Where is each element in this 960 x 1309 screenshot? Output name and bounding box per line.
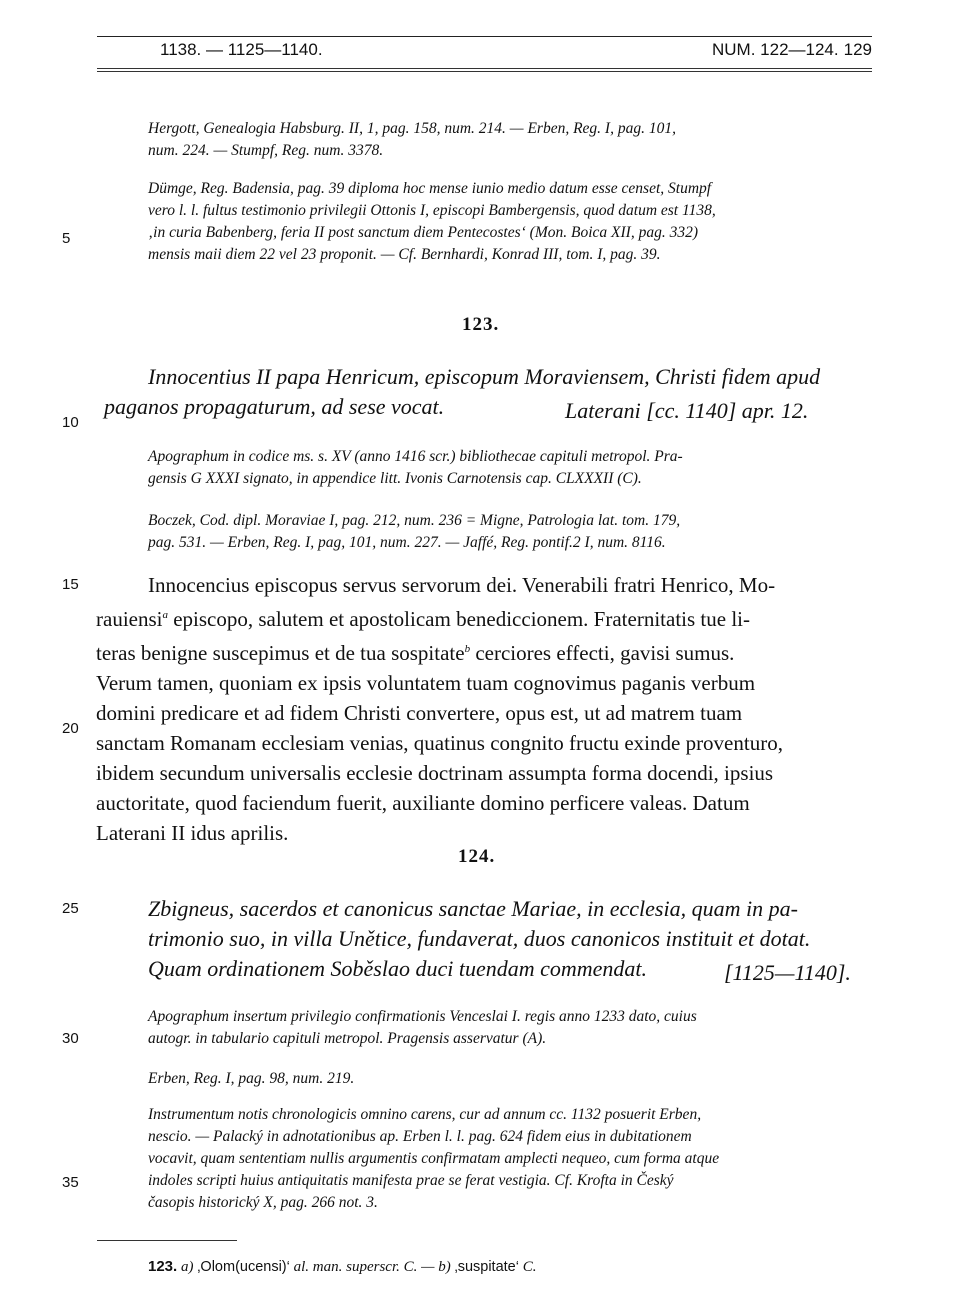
text-line: gensis G XXXI signato, in appendice litt. Ivonis Carnotensis cap. CLXXXII (C). [148,470,642,487]
previous-literature [148,118,870,162]
text-line: pag. 531. — Erben, Reg. I, pag, 101, num. 227. — Jaffé, Reg. pontif.2 I, num. 8116. [148,534,666,551]
text-segment: rauiensi [96,607,163,631]
text-line: Verum tamen, quoniam ex ipsis voluntatem tuam cognovimus paganis verbum [96,671,756,695]
footnote-text: al. man. superscr. C. — [293,1259,435,1275]
text-line: Laterani II idus aprilis. [96,821,289,845]
page-number: 129 [843,40,872,59]
footnote-mark: b) [438,1259,451,1275]
footnote-text: ‚Olom(ucensi)‘ [197,1259,290,1275]
text-line: trimonio suo, in villa Unětice, fundaverat, duos canonicos instituit et dotat. [148,926,811,951]
text-line: Innocencius episcopus servus servorum dei. Venerabili fratri Henrico, Mo- [148,573,776,597]
text-line: ibidem secundum universalis ecclesie doctrinam assumpta forma docendi, ipsius [96,761,774,785]
text-line [96,634,872,668]
text-line: autogr. in tabulario capituli metropol. Pragensis asservatur (A). [148,1030,547,1047]
source-123 [148,446,870,490]
text-line: ‚in curia Babenberg, feria II post sanctum diem Pentecostes‘ (Mon. Boica XII, pag. 332) [148,224,698,241]
document-number-124: 124. [458,846,496,867]
text-line: Apographum in codice ms. s. XV (anno 1416 scr.) bibliothecae capituli metropol. Pra- [148,448,683,465]
text-line: Instrumentum notis chronologicis omnino carens, cur ad annum cc. 1132 posuerit Erben, [148,1106,702,1123]
text-segment: cerciores effecti, gavisi sumus. [475,641,735,665]
text-line: časopis historický X, pag. 266 not. 3. [148,1194,378,1211]
line-number: 25 [62,900,79,917]
footnote-number: 123. [148,1258,178,1275]
text-123 [96,570,872,848]
footnote [148,1258,536,1276]
note-124 [148,1104,870,1214]
date-124 [724,958,874,988]
footnote-mark: a) [180,1259,194,1275]
text-line: Dümge, Reg. Badensia, pag. 39 diploma hoc mense iunio medio datum esse censet, Stumpf [148,180,712,197]
text-line: sanctam Romanam ecclesiam venias, quatinus congnito fructu exinde proventuro, [96,731,783,755]
line-number: 10 [62,414,79,431]
text-line: num. 224. — Stumpf, Reg. num. 3378. [148,142,384,159]
text-segment: episcopo, salutem et apostolicam benediccionem. Fraternitatis tue li- [173,607,750,631]
date-123 [565,396,875,426]
regest-123 [148,362,870,392]
text-line: indoles scripti huius antiquitatis manifesta prae se ferat vestigia. Cf. Krofta in Český [148,1172,674,1189]
document-date: Laterani [cc. 1140] apr. 12. [565,398,809,423]
text-segment: teras benigne suscepimus et de tua sospitate [96,641,465,665]
line-number: 20 [62,720,79,737]
line-number: 5 [62,230,71,247]
footnote-text: ‚suspitate‘ [454,1259,519,1275]
footnote-mark-a: a [162,609,168,621]
text-line: Zbigneus, sacerdos et canonicus sanctae Mariae, in ecclesia, quam in pa- [148,896,798,921]
footnote-text: C. [522,1259,537,1275]
header-rule-1 [97,68,872,69]
line-number: 35 [62,1174,79,1191]
line-number: 15 [62,576,79,593]
text-line: vocavit, quam sententiam nullis argumentis confirmatam amplecti nequeo, cum forma atque [148,1150,720,1167]
previous-note [148,178,870,266]
document-number-123: 123. [462,314,500,335]
text-line: Erben, Reg. I, pag. 98, num. 219. [148,1070,355,1087]
source-124 [148,1006,870,1050]
text-line: Hergott, Genealogia Habsburg. II, 1, pag. 158, num. 214. — Erben, Reg. I, pag. 101, [148,120,676,137]
text-line: nescio. — Palacký in adnotationibus ap. Erben l. l. pag. 624 fidem eius in dubitationem [148,1128,692,1145]
running-header [160,40,872,64]
literature-123 [148,510,870,554]
text-line [96,600,872,634]
document-date: [1125—1140]. [724,960,851,985]
text-line: Innocentius II papa Henricum, episcopum Moraviensem, Christi fidem apud [148,364,821,389]
footnote-mark-b: b [464,643,471,655]
header-rule-top [97,36,872,37]
text-line: paganos propagaturum, ad sese vocat. [104,394,445,419]
text-line: Quam ordinationem Soběslao duci tuendam commendat. [148,956,648,981]
header-rule-2 [97,71,872,72]
header-left: 1138. — 1125—1140. [160,40,323,59]
footnote-rule [97,1240,237,1241]
text-line: domini predicare et ad fidem Christi convertere, opus est, ut ad matrem tuam [96,701,743,725]
header-right: NUM. 122—124. [712,40,839,59]
line-number: 30 [62,1030,79,1047]
text-line: auctoritate, quod faciendum fuerit, auxiliante domino perficere valeas. Datum [96,791,750,815]
text-line: Apographum insertum privilegio confirmationis Venceslai I. regis anno 1233 dato, cuius [148,1008,697,1025]
regest-123-line2 [104,392,524,422]
literature-124 [148,1068,870,1090]
text-line: Boczek, Cod. dipl. Moraviae I, pag. 212, num. 236 = Migne, Patrologia lat. tom. 179, [148,512,681,529]
text-line: vero l. l. fultus testimonio privilegii Ottonis I, episcopi Bambergensis, quod datum est 1138, [148,202,716,219]
text-line: mensis maii diem 22 vel 23 proponit. — Cf. Bernhardi, Konrad III, tom. I, pag. 39. [148,246,661,263]
